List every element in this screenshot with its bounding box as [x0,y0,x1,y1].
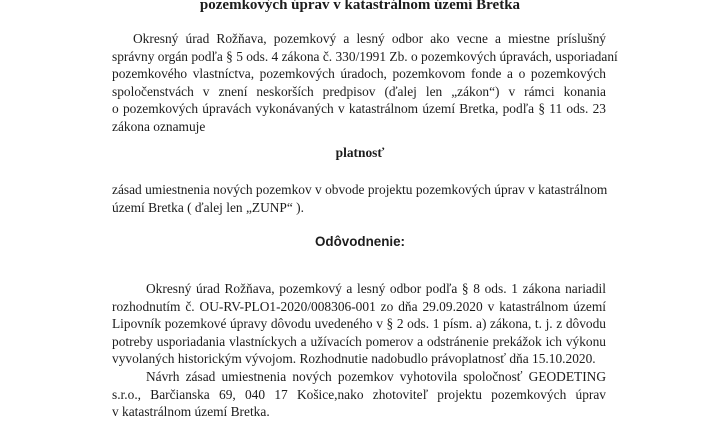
intro-line: správny orgán podľa § 5 ods. 4 zákona č. 330/1991 Zb. o pozemkových úpravách, usporiadaní [112,48,618,64]
subject-line: území Bretka ( ďalej len „ZUNP“ ). [112,199,304,215]
reasoning-paragraph [112,280,606,368]
proposal-paragraph [112,368,606,421]
document-heading: pozemkových úprav v katastrálnom území Bretka [199,0,521,13]
reasoning-line: potreby usporiadania vlastníckych a užívacích pomerov a odstránenie prekážok ich výkonu [112,333,606,349]
subject-line: zásad umiestnenia nových pozemkov v obvode projektu pozemkových úprav v katastrálnom [112,182,608,197]
reasoning-line: Lipovník pozemkové úpravy dôvodu uvedeného v § 2 ods. 1 písm. a) zákona, t. j. z dôvodu [112,316,606,332]
intro-line: zákona oznamuje [112,118,206,134]
proposal-line: v katastrálnom území Bretka. [112,404,270,420]
intro-line: spoločenstvách v znení neskorších predpisov (ďalej len „zákon“) v rámci konania [112,83,606,99]
reasoning-line: Okresný úrad Rožňava, pozemkový a lesný odbor podľa § 8 ods. 1 zákona nariadil [146,281,606,296]
subject-paragraph [112,181,606,216]
announcement-heading: platnosť [335,145,385,160]
proposal-line: Návrh zásad umiestnenia nových pozemkov vyhotovila spoločnosť GEODETING [146,369,606,384]
reasoning-line: vyvolaných historickým vývojom. Rozhodnutie nadobudlo právoplatnosť dňa 15.10.2020. [112,351,596,367]
intro-line: o pozemkových úpravách vykonávaných v katastrálnom území Bretka, podľa § 11 ods. 23 [112,101,606,117]
proposal-line: s.r.o., Barčianska 69, 040 17 Košice,nako zhotoviteľ projektu pozemkových úprav [112,386,606,402]
intro-line: pozemkového vlastníctva, pozemkových úradoch, pozemkovom fonde a o pozemkových [112,66,606,82]
intro-paragraph [112,30,618,136]
reasoning-heading: Odôvodnenie: [314,234,405,249]
reasoning-line: rozhodnutím č. OU-RV-PLO1-2020/008306-001 zo dňa 29.09.2020 v katastrálnom území [112,298,606,314]
intro-line: Okresný úrad Rožňava, pozemkový a lesný odbor ako vecne a miestne príslušný [133,31,606,46]
